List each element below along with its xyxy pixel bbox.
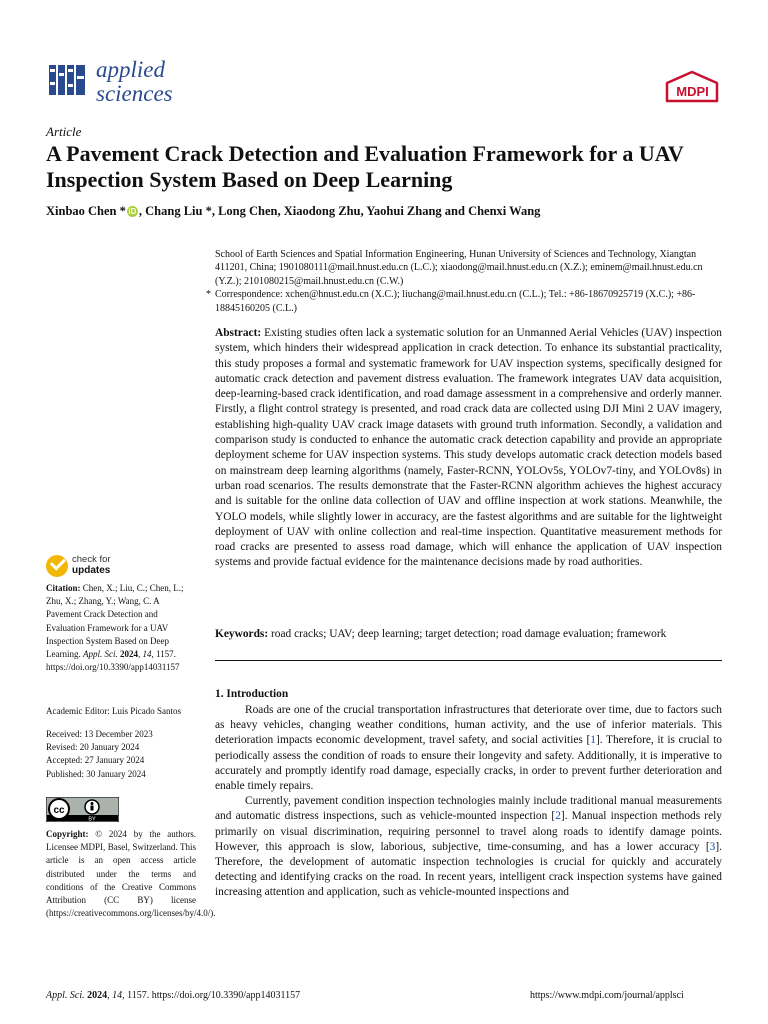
- copyright-block: [46, 828, 216, 920]
- date-accepted: Accepted: 27 January 2024: [46, 755, 145, 766]
- citation-link[interactable]: 2: [555, 810, 561, 823]
- citation-volume: 14: [142, 649, 152, 660]
- date-received: Received: 13 December 2023: [46, 729, 153, 739]
- citation-year: 2024: [119, 649, 138, 660]
- section-divider: [215, 660, 722, 661]
- dates-block: [46, 728, 196, 781]
- copyright-text: © 2024 by the authors. Licensee MDPI, Basel, Switzerland. This article is an open access article distributed under the terms and conditions of the Creative Commons Attribution (CC BY) license (https://creativecommons.org/licenses/by/4.0/).: [46, 829, 216, 919]
- mdpi-logo[interactable]: [665, 70, 720, 104]
- author-first: Xinbao Chen *: [46, 204, 126, 218]
- citation-link[interactable]: 1: [590, 734, 596, 747]
- footer-year: 2024: [87, 990, 108, 1001]
- article-type: Article: [46, 124, 82, 139]
- correspondence: [206, 288, 727, 315]
- footer-volume: 14: [112, 990, 123, 1001]
- affiliation-text: School of Earth Sciences and Spatial Information Engineering, Hunan University of Sciences and Technology, Xiangtan 411201, China; 1901080111@mail.hnust.edu.cn (L.C.); xiaodong@mail.hnust.edu.cn (X.Z.); eminem@mail.hnust.edu.cn (Y.Z.); 2101080215@mail.hnust.edu.cn (C.W.): [215, 249, 703, 287]
- orcid-icon[interactable]: iD: [128, 207, 137, 216]
- section-heading-introduction: 1. Introduction: [215, 688, 289, 700]
- paragraph: [215, 703, 722, 794]
- text-run: Currently, pavement condition inspection technologies mainly include traditional manual measurements and automatic distress inspections, such as vehicle-mounted inspection [: [215, 795, 722, 823]
- correspondence-star: *: [206, 289, 211, 301]
- text-run: ]. Therefore, the development of automatic inspection technologies is crucial for quickly and accurately detecting and identifying cracks on the road. In recent years, intelligent crack inspection systems have gained increasing attention and application, such as vehicle-mounted inspections and: [215, 840, 722, 899]
- paragraph: [215, 794, 722, 900]
- journal-name: [96, 58, 173, 106]
- cc-by-license-icon[interactable]: [46, 797, 119, 822]
- authors: [46, 204, 726, 219]
- journal-logo[interactable]: [46, 58, 186, 108]
- journal-mark-icon: [46, 62, 88, 98]
- journal-name-line2: sciences: [96, 81, 173, 106]
- copyright-label: Copyright:: [46, 829, 89, 839]
- check-for-text: check for: [72, 554, 111, 565]
- date-revised: Revised: 20 January 2024: [46, 742, 140, 753]
- citation-doi[interactable]: , 1157. https://doi.org/10.3390/app14031157: [46, 649, 180, 673]
- correspondence-text: Correspondence: xchen@hnust.edu.cn (X.C.); liuchang@mail.hnust.edu.cn (C.L.); Tel.: +86-18670925719 (X.C.); +86-18845160205 (C.L.): [215, 289, 696, 314]
- svg-text:cc: cc: [53, 805, 65, 816]
- footer-citation: Appl. Sci. 2024, 14, 1157. https://doi.org/10.3390/app14031157: [46, 990, 301, 1001]
- abstract-label: Abstract:: [215, 327, 262, 339]
- cc-by-text: BY: [88, 816, 96, 822]
- footer-journal-url[interactable]: https://www.mdpi.com/journal/applsci: [530, 990, 684, 1001]
- citation-link[interactable]: 3: [709, 840, 716, 853]
- affiliation-block: [206, 248, 727, 315]
- footer-doi-link[interactable]: , 1157. https://doi.org/10.3390/app14031157: [122, 990, 301, 1001]
- page-title: A Pavement Crack Detection and Evaluation Framework for a UAV Inspection System Based on Deep Learning: [46, 141, 684, 192]
- citation-label: Citation:: [46, 583, 81, 593]
- check-circle-icon: [46, 555, 68, 577]
- academic-editor: Academic Editor: Luis Picado Santos: [46, 706, 181, 716]
- text-run: ]. Manual inspection methods rely primarily on visual discrimination, requiring personnel to travel along roads to identify damage points. However, this approach is slow, laborious, subjective, time-consuming, and has a lower accuracy [: [215, 810, 722, 853]
- check-for-updates-badge[interactable]: [46, 555, 146, 579]
- citation-journal: Appl. Sci.: [82, 649, 118, 660]
- body-text: [215, 703, 722, 901]
- journal-name-line1: applied: [96, 57, 165, 82]
- text-run: ]. Therefore, it is crucial to periodically assess the condition of roads to ensure their longevity and safety. Additionally, it is imperative to accurately and promptly identify road damage, especially cracks, in order to prevent further deterioration and enable timely repairs.: [215, 734, 722, 793]
- updates-text: updates: [72, 565, 111, 576]
- citation-text: Chen, X.; Liu, C.; Chen, L.; Zhu, X.; Zhang, Y.; Wang, C. A Pavement Crack Detection and Evaluation Framework for a UAV Inspection System Based on Deep Learning.: [46, 583, 184, 660]
- footer-journal: Appl. Sci.: [46, 990, 85, 1001]
- text-run: Roads are one of the crucial transportation infrastructures that deteriorate over time, due to factors such as heavy vehicles, changing weather conditions, human activity, and the use of inferior materials. This deterioration impacts economic development, travel safety, and social activities [: [215, 704, 722, 747]
- keywords-text: road cracks; UAV; deep learning; target detection; road damage evaluation; framework: [271, 628, 667, 640]
- author-rest: , Chang Liu *, Long Chen, Xiaodong Zhu, Yaohui Zhang and Chenxi Wang: [138, 204, 541, 218]
- date-published: Published: 30 January 2024: [46, 768, 146, 779]
- mdpi-text: MDPI: [676, 84, 709, 99]
- keywords: [215, 627, 722, 642]
- abstract: [215, 326, 722, 571]
- keywords-label: Keywords:: [215, 628, 269, 640]
- abstract-text: Existing studies often lack a systematic solution for an Unmanned Aerial Vehicles (UAV) inspection system, which hinders their widespread application in crack detection. To enhance its substantial practicality, this study proposes a formal and systematic framework for UAV inspection systems, specifically designed for automatic crack detection and pavement distress evaluation. The framework integrates UAV data acquisition, deep-learning-based crack identification, and road damage assessment in a comprehensive and orderly manner. Firstly, a flight control strategy is presented, and road crack data are collected using DJI Mini 2 UAV imagery, establishing high-quality UAV crack image datasets with ground truth information. Secondly, a validation and comparison study is conducted to enhance the automatic crack detection capability and provide an appropriate deployment scheme for UAV inspection systems. This study develops automatic crack detection models based on mainstream deep learning algorithms (namely, Faster-RCNN, YOLOv5s, YOLOv7-tiny, and YOLOv8s) in urban road scenarios. The results demonstrate that the Faster-RCNN algorithm achieves the highest accuracy and is suitable for the online data collection of UAV and offline inspection at work stations. Meanwhile, the YOLO models, while slightly lower in accuracy, are the fastest algorithms and are suitable for the lightweight deployment of UAV with online collection and real-time inspection. Quantitative measurement methods for road cracks are presented to assess road damage, which will enhance the application of UAV inspection systems and provide factual evidence for the maintenance decisions made by road authorities.: [215, 327, 722, 569]
- citation-block: Citation: Chen, X.; Liu, C.; Chen, L.; Zhu, X.; Zhang, Y.; Wang, C. A Pavement Crack Detection and Evaluation Framework for a UAV Inspection System Based on Deep Learning. Appl. Sci. 2024, 14, 1157. https://doi.org/10.3390/app14031157: [46, 583, 184, 673]
